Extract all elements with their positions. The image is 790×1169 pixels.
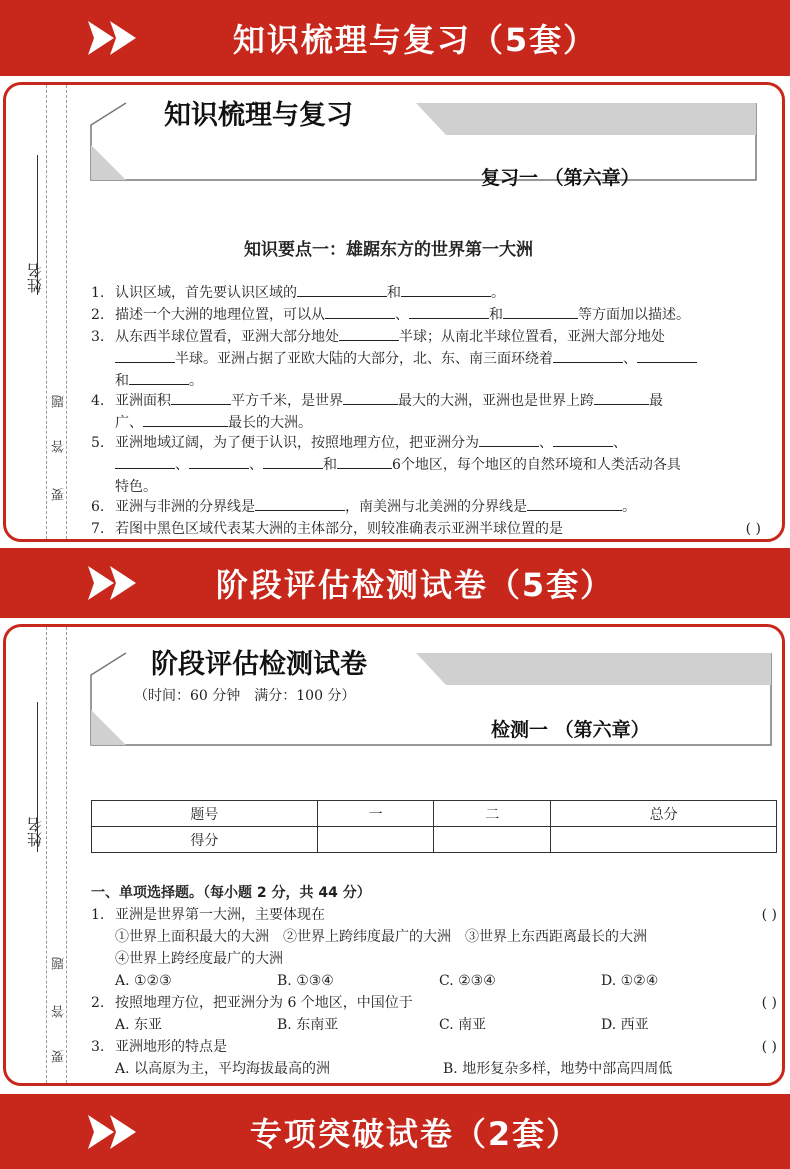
section-title: 知识要点一：雄踞东方的世界第一大洲 [244,240,533,260]
banner-title: 阶段评估检测试卷（5套） [215,566,615,604]
banner-stage-assessment [0,548,790,618]
blank[interactable] [339,327,399,341]
blank[interactable] [479,433,539,447]
table-row [92,827,777,853]
name-label: 姓名 [26,817,44,847]
blank[interactable] [171,391,231,405]
header-title: 知识梳理与复习 [164,100,353,131]
question-7: 7. 若图中黑色区域代表某大洲的主体部分，则较准确表示亚洲半球位置的是 ( ) [91,518,761,540]
table-header: 二 [434,801,551,827]
table-row [92,801,777,827]
question-2: 2. 描述一个大洲的地理位置，可以从 、 和 等方面加以描述。 [91,307,690,323]
blank[interactable] [189,455,249,469]
question-3: 3. 亚洲地形的特点是 ( ) A. 以高原为主，平均海拔最高的洲 B. 地形复杂多样，地势中部高四周低 [91,1036,777,1080]
banner-knowledge-review [0,0,790,76]
blank[interactable] [503,305,578,319]
blank[interactable] [553,433,613,447]
binding-margin [6,85,76,539]
blank[interactable] [553,349,623,363]
name-label: 姓名 [26,263,44,293]
question-5: 5. 亚洲地域辽阔，为了便于认识，按照地理方位，把亚洲分为 、 、 、 、 和 6个地区，每个地区的自然环境和人类活动各具 特色。 [91,435,681,495]
banner-title: 专项突破试卷（2套） [249,1114,581,1153]
blank[interactable] [263,455,323,469]
blank[interactable] [115,349,175,363]
option-d[interactable]: D. ①②④ [601,973,659,989]
margin-char-ti: 题 [52,395,67,408]
margin-char-da: 答 [52,1005,67,1018]
review-sheet-card [3,82,785,542]
double-arrow-icon [88,566,150,600]
header-subtitle: 复习一 （第六章） [481,167,640,189]
table-header: 题号 [92,801,318,827]
blank[interactable] [409,305,489,319]
blank[interactable] [637,349,697,363]
table-header: 一 [317,801,434,827]
question-3: 3. 从东西半球位置看，亚洲大部分地处 半球；从南北半球位置看，亚洲大部分地处 半球。亚洲占据了亚欧大陆的大部分，北、东、南三面环绕着 、 和 。 [91,326,761,392]
blank[interactable] [325,305,395,319]
binding-margin [6,627,76,1083]
option-c[interactable]: C. 南亚 [439,1017,487,1033]
double-arrow-icon [88,21,150,55]
blank[interactable] [343,391,398,405]
option-b[interactable]: B. ①③④ [277,973,334,989]
banner-title: 知识梳理与复习（5套） [232,21,598,59]
table-header: 总分 [551,801,777,827]
blank[interactable] [527,497,622,511]
header-subtitle: 检测一 （第六章） [491,719,650,741]
score-cell[interactable] [434,827,551,853]
blank[interactable] [594,391,649,405]
score-cell[interactable] [551,827,777,853]
blank[interactable] [129,371,189,385]
option-c[interactable]: C. ②③④ [439,973,496,989]
option-a[interactable]: A. ①②③ [115,973,172,989]
question-4: 4. 亚洲面积 平方千米，是世界 最大的大洲，亚洲也是世界上跨 最 广、 最长的大洲。 [91,393,663,431]
option-b[interactable]: B. 东南亚 [277,1017,339,1033]
blank[interactable] [297,283,387,297]
section-title: 一、单项选择题。（每小题 2 分，共 44 分） [91,885,371,901]
margin-char-da: 答 [52,440,67,453]
score-cell[interactable] [317,827,434,853]
answer-paren[interactable]: ( ) [745,521,761,537]
answer-paren[interactable]: ( ) [761,995,777,1011]
answer-paren[interactable]: ( ) [761,1039,777,1055]
header-title: 阶段评估检测试卷 [151,649,367,680]
question-2: 2. 按照地理方位，把亚洲分为 6 个地区，中国位于 ( ) A. 东亚 B. 东南亚 C. 南亚 D. 西亚 [91,992,777,1036]
question-6: 6. 亚洲与非洲的分界线是 ，南美洲与北美洲的分界线是 。 [91,499,636,515]
blank[interactable] [143,413,228,427]
row-label: 得分 [92,827,318,853]
blank[interactable] [401,283,491,297]
question-1: 1. 亚洲是世界第一大洲，主要体现在 ( ) ①世界上面积最大的大洲 ②世界上跨纬度最广的大洲 ③世界上东西距离最长的大洲 ④世界上跨经度最广的大洲 A. ①②③ B. ①③④ C. ②③④ D. ①②④ [91,904,777,992]
answer-paren[interactable]: ( ) [761,907,777,923]
question-1: 1. 认识区域，首先要认识区域的 和 。 [91,285,505,301]
margin-char-ti: 题 [52,957,67,970]
option-d[interactable]: D. 西亚 [601,1017,649,1033]
blank[interactable] [337,455,392,469]
score-table [91,800,777,853]
option-b[interactable]: B. 地形复杂多样，地势中部高四周低 [443,1061,673,1077]
blank[interactable] [115,455,175,469]
option-a[interactable]: A. 以高原为主，平均海拔最高的洲 [115,1061,331,1077]
blank[interactable] [255,497,345,511]
margin-char-yao: 要 [52,1050,67,1063]
margin-char-yao: 要 [52,488,67,501]
assessment-sheet-card [3,624,785,1086]
banner-special-breakthrough [0,1094,790,1169]
header-time: （时间：60 分钟 满分：100 分） [134,688,356,704]
option-a[interactable]: A. 东亚 [115,1017,163,1033]
double-arrow-icon [88,1115,150,1149]
